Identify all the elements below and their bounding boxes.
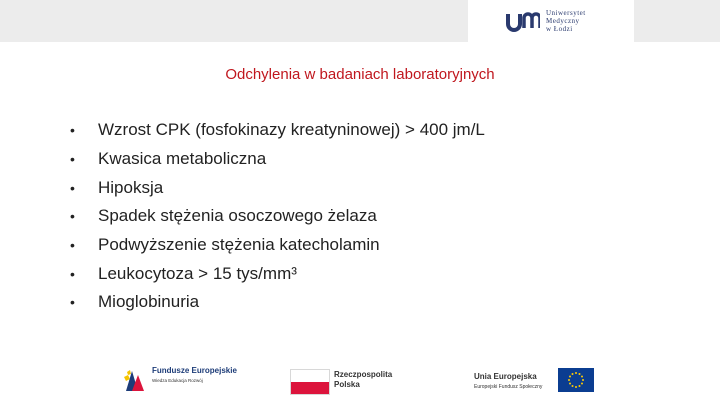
bullet-item: [70, 145, 670, 174]
slide-title: Odchylenia w badaniach laboratoryjnych: [225, 66, 495, 83]
bullet-text: Wzrost CPK (fosfokinazy kreatyninowej) > 400 jm/L: [98, 120, 485, 140]
bullet-icon: •: [70, 265, 75, 282]
flag-red-stripe: [291, 382, 329, 394]
polish-flag-icon: [290, 369, 330, 395]
eu-title: Unia Europejska: [474, 372, 537, 381]
rzeczpospolita-polska-logo: [290, 368, 410, 398]
bullet-item: [70, 288, 670, 317]
eu-flag-icon: [558, 368, 594, 392]
flag-white-stripe: [291, 370, 329, 382]
bullet-icon: •: [70, 237, 75, 254]
unia-europejska-logo: [470, 368, 600, 398]
bullet-item: [70, 231, 670, 260]
bullet-icon: •: [70, 294, 75, 311]
bullet-icon: •: [70, 151, 75, 168]
bullet-text: Podwyższenie stężenia katecholamin: [98, 235, 380, 255]
logo-line-2: Medyczny: [546, 17, 580, 25]
fundusze-europejskie-text: [152, 366, 237, 385]
bullet-item: [70, 259, 670, 288]
fundusze-europejskie-star-icon: [122, 367, 148, 393]
bullet-text: Leukocytoza > 15 tys/mm³: [98, 263, 297, 283]
logo-line-3: w Łodzi: [546, 25, 573, 33]
rp-title: Rzeczpospolita Polska: [334, 370, 393, 389]
bullet-text: Kwasica metaboliczna: [98, 149, 267, 169]
bullet-text: Spadek stężenia osoczowego żelaza: [98, 206, 377, 226]
university-logo: [468, 0, 634, 42]
university-logo-text: [546, 9, 630, 33]
university-logo-mark-icon: [506, 10, 540, 32]
bullet-icon: •: [70, 179, 75, 196]
bullet-text: Hipoksja: [98, 177, 164, 197]
bullet-item: [70, 202, 670, 231]
eu-text: [474, 372, 542, 392]
top-header-band: [0, 0, 720, 42]
bullet-list: [70, 116, 670, 317]
bullet-item: [70, 116, 670, 145]
bullet-icon: •: [70, 208, 75, 225]
bullet-icon: •: [70, 122, 75, 139]
bullet-item: [70, 173, 670, 202]
fundusze-europejskie-logo: [122, 364, 252, 400]
eu-stars-icon: [558, 368, 594, 392]
bullet-text: Mioglobinuria: [98, 292, 200, 312]
fe-title: Fundusze Europejskie: [152, 366, 237, 375]
logo-line-1: Uniwersytet: [546, 9, 586, 17]
fe-subtitle: Wiedza Edukacja Rozwój: [152, 378, 203, 383]
eu-subtitle: Europejski Fundusz Społeczny: [474, 384, 543, 390]
